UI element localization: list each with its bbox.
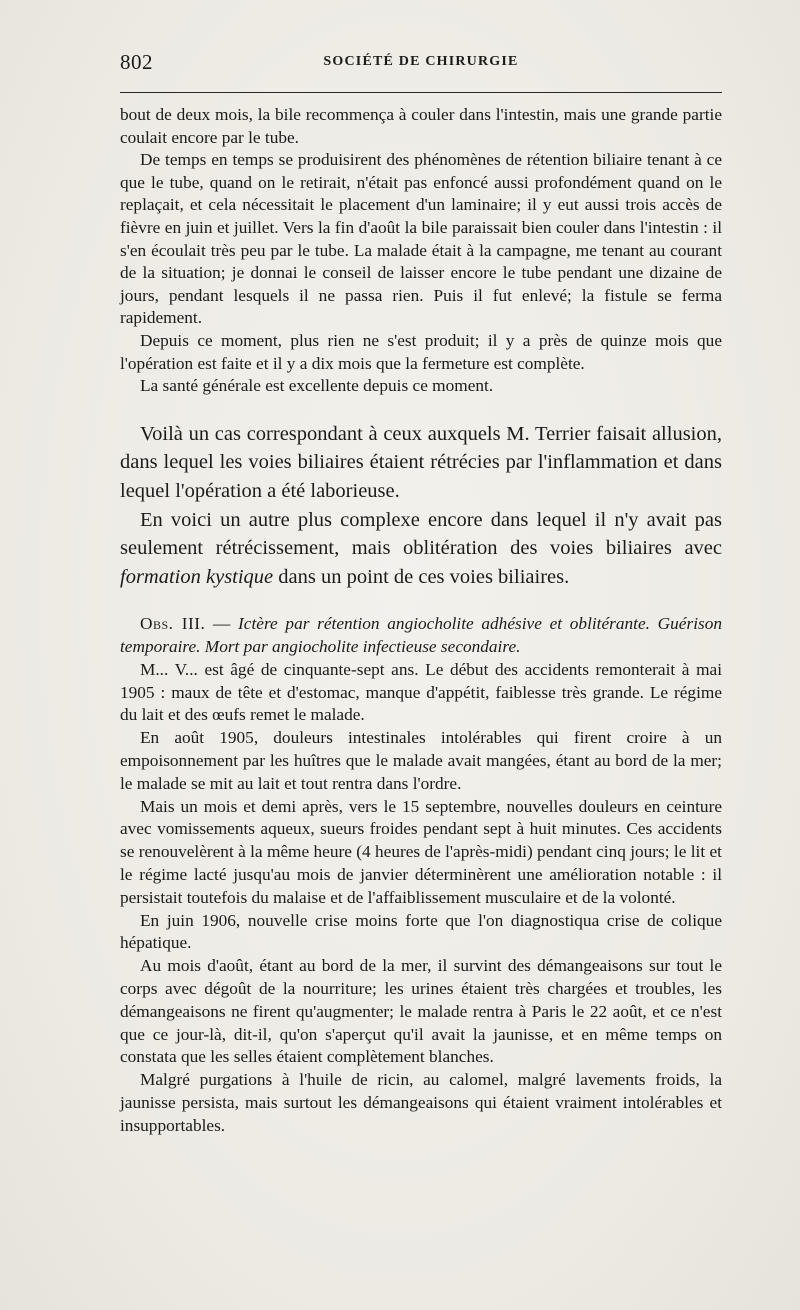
paragraph: En juin 1906, nouvelle crise moins forte que l'on diagnostiqua crise de colique hépatique.: [120, 910, 722, 953]
paragraph: M... V... est âgé de cinquante-sept ans. Le début des accidents remonterait à mai 1905 : maux de tête et d'estomac, manque d'appétit, faiblesse très grande. Le régime du lait et des œufs remet le malade.: [120, 659, 722, 725]
observation-label: Obs. III.: [140, 614, 206, 634]
section-case-end: [120, 104, 722, 398]
header-rule: [120, 92, 722, 93]
section-commentary: [120, 420, 722, 592]
paragraph: La santé générale est excellente depuis ce moment.: [140, 376, 494, 396]
paragraph: Depuis ce moment, plus rien ne s'est produit; il y a près de quinze mois que l'opération est faite et il y a dix mois que la fermeture est complète.: [120, 330, 722, 373]
body-text: [120, 104, 722, 1138]
observation-title: Ictère par rétention angiocholite adhésive et oblitérante. Guérison temporaire. Mort par angiocholite infectieuse secondaire.: [120, 614, 723, 657]
paragraph: Malgré purgations à l'huile de ricin, au calomel, malgré lavements froids, la jaunisse persista, mais surtout les démangeaisons qui étaient vraiment intolérables et insupportables.: [120, 1070, 722, 1135]
italic-phrase: formation kystique: [120, 565, 274, 588]
paragraph: bout de deux mois, la bile recommença à couler dans l'intestin, mais une grande partie coulait encore par le tube.: [120, 105, 722, 147]
paragraph: En août 1905, douleurs intestinales intolérables qui firent croire à un empoisonnement par les huîtres que le malade avait mangées, étant au bord de la mer; le malade se mit au lait et tout rentra dans l'ordre.: [120, 728, 722, 793]
paragraph: Mais un mois et demi après, vers le 15 septembre, nouvelles douleurs en ceinture avec vomissements aqueux, sueurs froides pendant sept à huit minutes. Ces accidents se renouvelèrent à la même heure (4 heures de l'après-midi) pendant cinq jours; le lit et le régime lacté jusqu'au mois de janvier déterminèrent une amélioration notable : il persistait toutefois du malaise et de l'affaiblissement musculaire et de la volonté.: [120, 796, 722, 907]
observation-heading: Obs. III. — Ictère par rétention angiocholite adhésive et oblitérante. Guérison temporaire. Mort par angiocholite infectieuse secondaire.: [120, 614, 723, 657]
paragraph: Voilà un cas correspondant à ceux auxquels M. Terrier faisait allusion, dans lequel les voies biliaires étaient rétrécies par l'inflammation et dans lequel l'opération a été laborieuse.: [120, 422, 722, 502]
paragraph: De temps en temps se produisirent des phénomènes de rétention biliaire tenant à ce que le tube, quand on le retirait, n'était pas enfoncé aussi profondément quand on le replaçait, et cela nécessitait le placement d'un laminaire; il y eut aussi trois accès de fièvre en juin et juillet. Vers la fin d'août la bile paraissait bien couler dans l'intestin : il s'en écoulait très peu par le tube. La malade était à la campagne, me tenant au courant de la situation; je donnai le conseil de laisser encore le tube pendant une dizaine de jours, pendant lesquels il ne passa rien. Puis il fut enlevé; la fistule se ferma rapidement.: [120, 150, 722, 328]
running-title: SOCIÉTÉ DE CHIRURGIE: [323, 54, 519, 69]
page-number: 802: [120, 50, 153, 74]
page-header: [120, 44, 722, 76]
observation-section: [120, 613, 722, 1137]
paragraph: En voici un autre plus complexe encore dans lequel il n'y avait pas seulement rétrécissement, mais oblitération des voies biliaires avec formation kystique dans un point de ces voies biliaires.: [120, 508, 722, 588]
paragraph: Au mois d'août, étant au bord de la mer, il survint des démangeaisons sur tout le corps avec dégoût de la nourriture; les urines étaient très chargées et troubles, les démangeaisons ne firent qu'augmenter; le malade rentra à Paris le 22 août, et ce n'est que ce jour-là, dit-il, qu'on s'aperçut qu'il avait la jaunisse, et en même temps on constata que les selles étaient complètement blanches.: [120, 956, 722, 1067]
